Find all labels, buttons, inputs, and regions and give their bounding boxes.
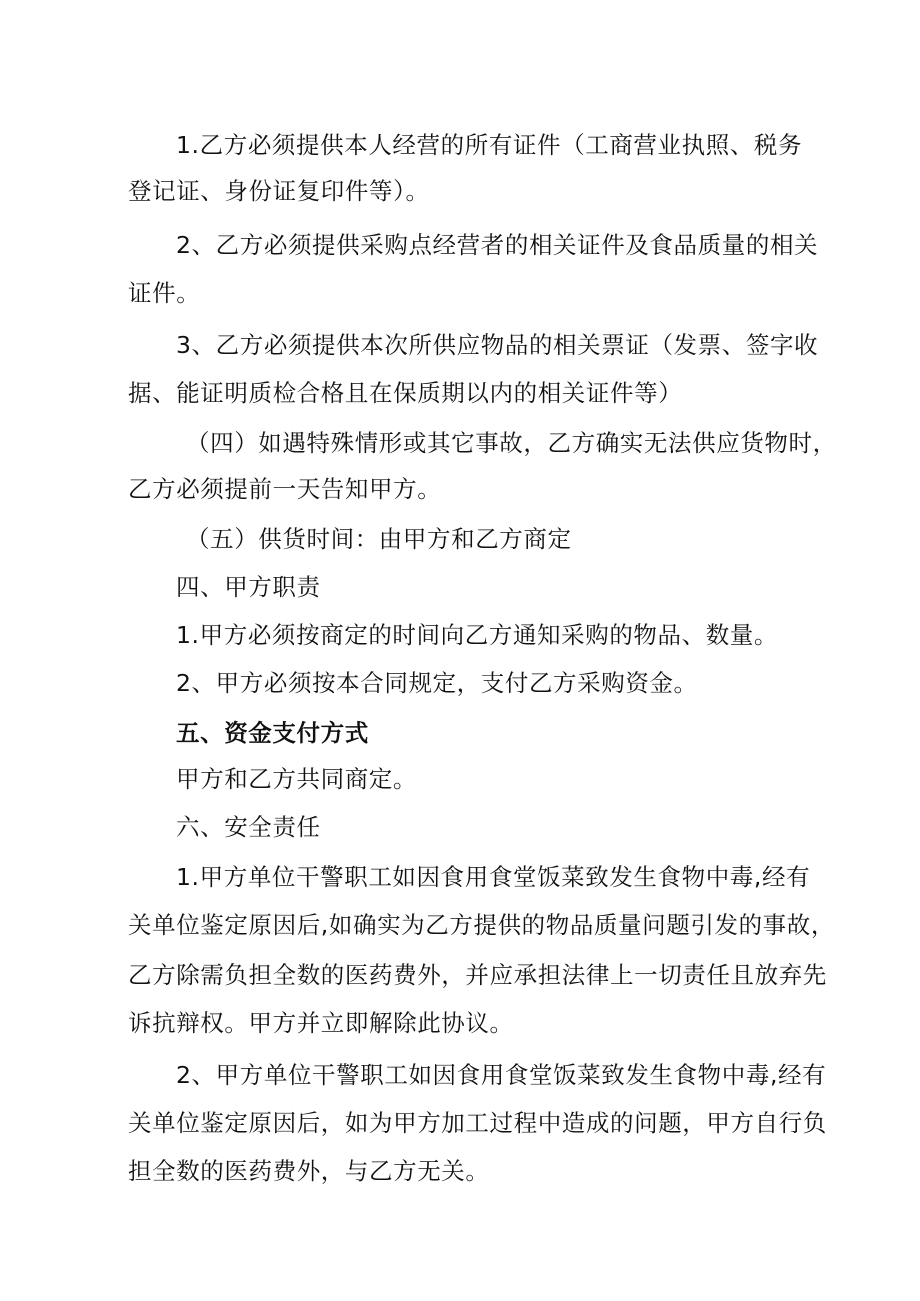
paragraph-line: 2、乙方必须提供采购点经营者的相关证件及食品质量的相关 [176,231,819,259]
paragraph-line: 乙方必须提前一天告知甲方。 [128,475,442,503]
section-heading: 五、资金支付方式 [176,719,369,747]
paragraph-line: 诉抗辩权。甲方并立即解除此协议。 [128,1009,514,1037]
paragraph-line: 据、能证明质检合格且在保质期以内的相关证件等） [128,379,683,407]
paragraph-line: 甲方和乙方共同商定。 [176,765,417,793]
paragraph-line: 乙方除需负担全数的医药费外，并应承担法律上一切责任且放弃先 [128,961,827,989]
paragraph-line: 2、甲方必须按本合同规定，支付乙方采购资金。 [176,669,698,697]
paragraph-line: （五）供货时间：由甲方和乙方商定 [186,525,572,553]
paragraph-line: 关单位鉴定原因后，如为甲方加工过程中造成的问题，甲方自行负 [128,1109,827,1137]
section-heading: 六、安全责任 [176,813,321,841]
paragraph-line: 2、甲方单位干警职工如因食用食堂饭菜致发生食物中毒,经有 [176,1061,827,1089]
paragraph-line: 1.甲方单位干警职工如因食用食堂饭菜致发生食物中毒,经有 [176,863,811,891]
paragraph-line: 3、乙方必须提供本次所供应物品的相关票证（发票、签字收 [176,331,819,359]
paragraph-line: 登记证、身份证复印件等）。 [128,177,430,205]
paragraph-line: 1.甲方必须按商定的时间向乙方通知采购的物品、数量。 [176,621,779,649]
paragraph-line: （四）如遇特殊情形或其它事故，乙方确实无法供应货物时， [186,429,837,457]
paragraph-line: 证件。 [128,279,201,307]
paragraph-line: 1.乙方必须提供本人经营的所有证件（工商营业执照、税务 [176,131,803,159]
paragraph-line: 关单位鉴定原因后,如确实为乙方提供的物品质量问题引发的事故， [128,911,835,939]
section-heading: 四、甲方职责 [176,573,321,601]
paragraph-line: 担全数的医药费外，与乙方无关。 [128,1157,490,1185]
